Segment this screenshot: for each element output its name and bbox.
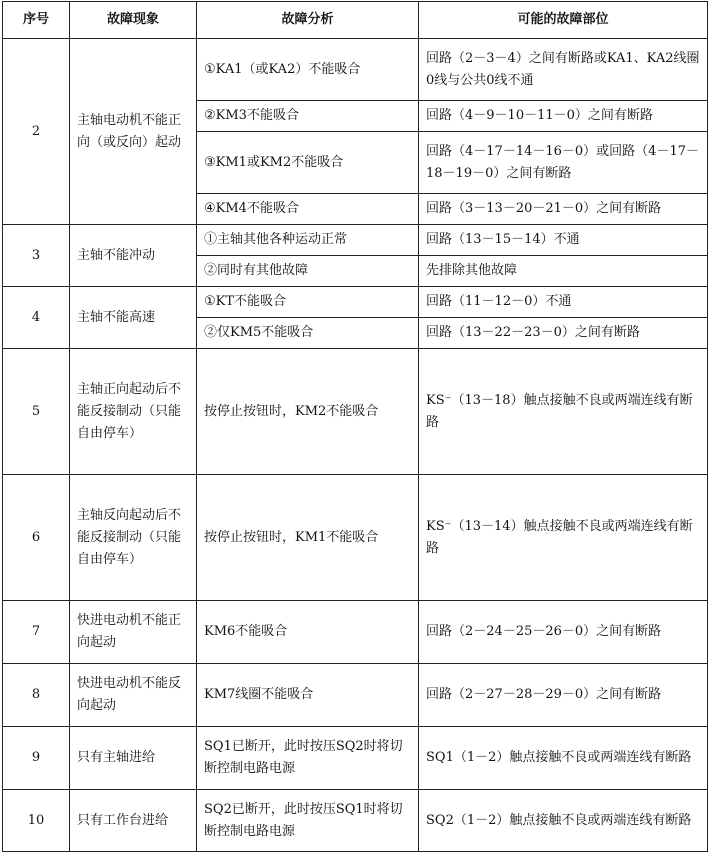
- fault-analysis: KM6不能吸合: [197, 601, 419, 664]
- fault-location: 回路（3－13－20－21－0）之间有断路: [419, 194, 708, 225]
- table-row: [3, 664, 708, 727]
- table-row: [3, 39, 708, 101]
- fault-analysis: KM7线圈不能吸合: [197, 664, 419, 727]
- header-row: [3, 2, 708, 39]
- fault-phenomenon: 只有主轴进给: [70, 727, 197, 790]
- fault-index: 9: [3, 727, 70, 790]
- header-location: 可能的故障部位: [419, 2, 708, 39]
- fault-location: SQ2（1－2）触点接触不良或两端连线有断路: [419, 790, 708, 852]
- fault-phenomenon: 主轴反向起动后不能反接制动（只能自由停车）: [70, 475, 197, 601]
- table-row: [3, 475, 708, 601]
- fault-phenomenon: 主轴不能冲动: [70, 225, 197, 287]
- fault-location: 先排除其他故障: [419, 256, 708, 287]
- fault-index: 5: [3, 349, 70, 475]
- fault-analysis: ④KM4不能吸合: [197, 194, 419, 225]
- fault-location: 回路（4－9－10－11－0）之间有断路: [419, 101, 708, 132]
- header-analysis: 故障分析: [197, 2, 419, 39]
- fault-location: SQ1（1－2）触点接触不良或两端连线有断路: [419, 727, 708, 790]
- fault-analysis: ②同时有其他故障: [197, 256, 419, 287]
- table-row: [3, 287, 708, 318]
- table-row: [3, 727, 708, 790]
- fault-analysis: ②KM3不能吸合: [197, 101, 419, 132]
- fault-location: 回路（2－27－28－29－0）之间有断路: [419, 664, 708, 727]
- fault-location: KS⁻（13－14）触点接触不良或两端连线有断路: [419, 475, 708, 601]
- fault-location: KS⁻（13－18）触点接触不良或两端连线有断路: [419, 349, 708, 475]
- table-row: [3, 790, 708, 852]
- fault-analysis: 按停止按钮时，KM1不能吸合: [197, 475, 419, 601]
- fault-phenomenon: 只有工作台进给: [70, 790, 197, 852]
- fault-location: 回路（13－22－23－0）之间有断路: [419, 318, 708, 349]
- fault-index: 7: [3, 601, 70, 664]
- fault-analysis: ②仅KM5不能吸合: [197, 318, 419, 349]
- fault-location: 回路（2－24－25－26－0）之间有断路: [419, 601, 708, 664]
- fault-analysis: ①主轴其他各种运动正常: [197, 225, 419, 256]
- fault-analysis: SQ2已断开，此时按压SQ1时将切断控制电路电源: [197, 790, 419, 852]
- fault-analysis: ①KA1（或KA2）不能吸合: [197, 39, 419, 101]
- fault-analysis: ①KT不能吸合: [197, 287, 419, 318]
- fault-location: 回路（11－12－0）不通: [419, 287, 708, 318]
- fault-analysis: SQ1已断开，此时按压SQ2时将切断控制电路电源: [197, 727, 419, 790]
- fault-analysis: 按停止按钮时，KM2不能吸合: [197, 349, 419, 475]
- fault-phenomenon: 主轴不能高速: [70, 287, 197, 349]
- fault-location: 回路（2－3－4）之间有断路或KA1、KA2线圈0线与公共0线不通: [419, 39, 708, 101]
- header-index: 序号: [3, 2, 70, 39]
- table-row: [3, 349, 708, 475]
- fault-phenomenon: 快进电动机不能反向起动: [70, 664, 197, 727]
- fault-analysis: ③KM1或KM2不能吸合: [197, 132, 419, 194]
- fault-index: 4: [3, 287, 70, 349]
- fault-phenomenon: 快进电动机不能正向起动: [70, 601, 197, 664]
- fault-table: [2, 1, 708, 852]
- fault-index: 2: [3, 39, 70, 225]
- fault-phenomenon: 主轴正向起动后不能反接制动（只能自由停车）: [70, 349, 197, 475]
- fault-phenomenon: 主轴电动机不能正向（或反向）起动: [70, 39, 197, 225]
- fault-index: 3: [3, 225, 70, 287]
- table-row: [3, 601, 708, 664]
- fault-location: 回路（13－15－14）不通: [419, 225, 708, 256]
- fault-index: 6: [3, 475, 70, 601]
- header-phenomenon: 故障现象: [70, 2, 197, 39]
- fault-location: 回路（4－17－14－16－0）或回路（4－17－18－19－0）之间有断路: [419, 132, 708, 194]
- table-row: [3, 225, 708, 256]
- fault-index: 10: [3, 790, 70, 852]
- fault-index: 8: [3, 664, 70, 727]
